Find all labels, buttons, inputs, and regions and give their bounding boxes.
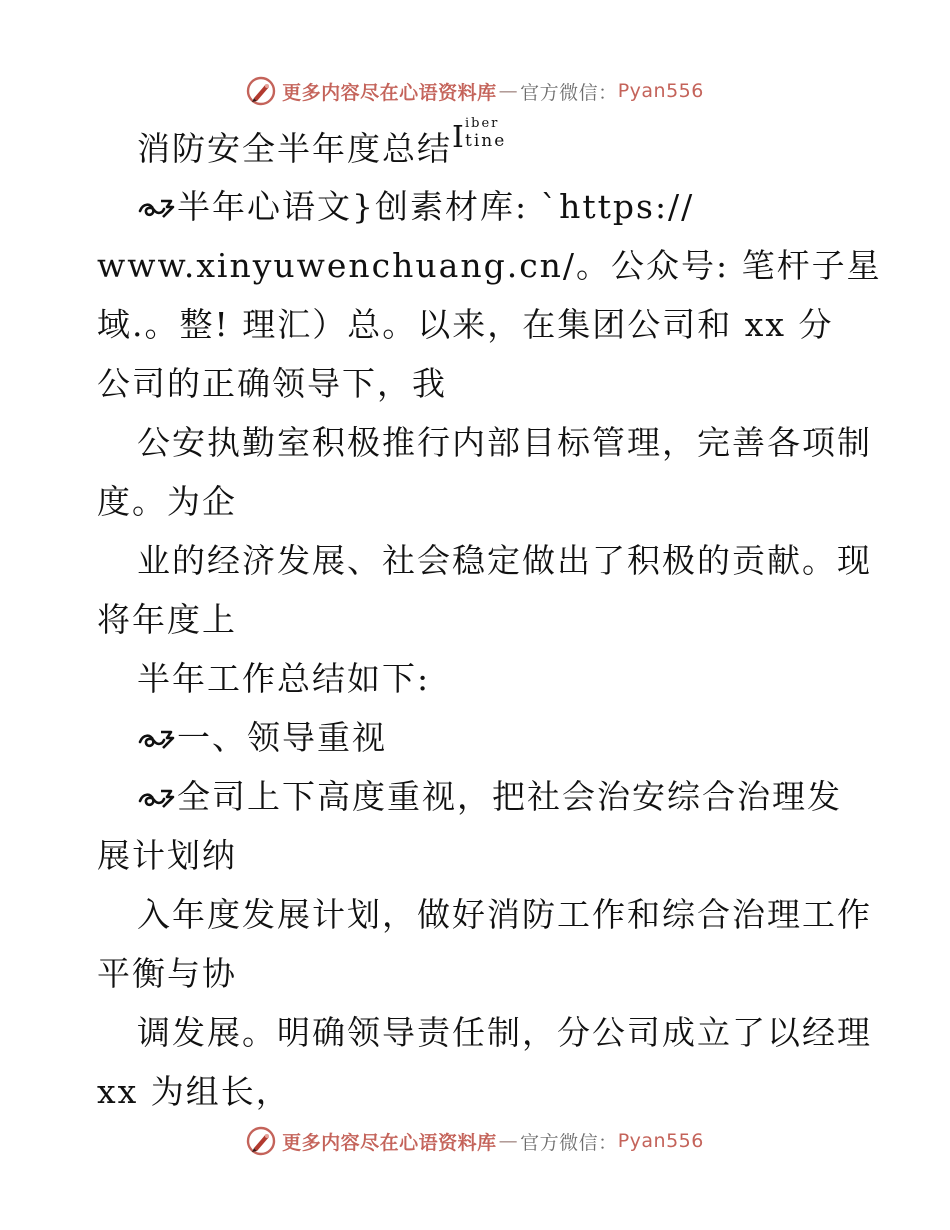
paragraph-line: [97, 531, 872, 590]
flourish-icon: [137, 785, 175, 811]
banner-wechat-id: Pyan556: [617, 80, 704, 102]
document-title-line: [97, 118, 857, 177]
flourish-icon: [137, 726, 175, 752]
document-title: 消防安全半年度总结: [137, 129, 452, 168]
title-mark-big: I: [452, 120, 466, 155]
text-line: 全司上下高度重视，把社会治安综合治理发: [177, 777, 842, 816]
text-line: 平衡与协: [97, 954, 237, 993]
text-line: 入年度发展计划，做好消防工作和综合治理工作: [137, 895, 872, 934]
text-line: 半年心语文}创素材库: `https://: [177, 187, 695, 226]
title-mark-sub: tine: [465, 131, 507, 151]
section-heading: 一、领导重视: [177, 718, 387, 757]
text-line: www.xinyuwenchuang.cn/。公众号: 笔杆子星: [97, 246, 882, 285]
text-line: xx 为组长，: [97, 1072, 291, 1111]
paragraph-line: [97, 1062, 857, 1121]
title-mark: [452, 116, 507, 158]
pen-logo-icon: [246, 76, 276, 106]
text-line: 公安执勤室积极推行内部目标管理，完善各项制: [137, 423, 872, 462]
paragraph-line: [97, 295, 857, 354]
banner-dash: —: [498, 1130, 519, 1152]
text-line: 业的经济发展、社会稳定做出了积极的贡献。现: [137, 541, 872, 580]
paragraph-line: [97, 472, 857, 531]
paragraph-line: [97, 767, 857, 826]
text-line: 展计划纳: [97, 836, 237, 875]
paragraph-line: [97, 1003, 872, 1062]
section-heading-line: [97, 708, 857, 767]
text-line: 调发展。明确领导责任制，分公司成立了以经理: [137, 1013, 872, 1052]
text-line: 公司的正确领导下，我: [97, 364, 447, 403]
pen-logo-icon: [246, 1126, 276, 1156]
banner-wechat-id: Pyan556: [617, 1130, 704, 1152]
header-banner: [0, 71, 950, 111]
paragraph-line: [97, 590, 857, 649]
paragraph-line: [97, 354, 857, 413]
flourish-icon: [137, 195, 175, 221]
document-body: [97, 116, 882, 1121]
text-line: 域.。整! 理汇）总。以来，在集团公司和 xx 分: [97, 305, 834, 344]
text-line: 将年度上: [97, 600, 237, 639]
paragraph-line: [97, 177, 857, 236]
text-line: 度。为企: [97, 482, 237, 521]
banner-wechat-label: 官方微信：: [520, 81, 618, 104]
paragraph-line: [97, 826, 857, 885]
banner-dash: —: [498, 80, 519, 102]
banner-brand: 更多内容尽在心语资料库: [282, 1131, 497, 1154]
paragraph-line: [97, 885, 872, 944]
paragraph-line: [97, 649, 857, 708]
paragraph-line: [97, 944, 857, 1003]
banner-brand: 更多内容尽在心语资料库: [282, 81, 497, 104]
paragraph-line: [97, 236, 882, 295]
banner-wechat-label: 官方微信：: [520, 1131, 618, 1154]
title-mark-sup: iber: [465, 116, 500, 131]
paragraph-line: [97, 413, 872, 472]
text-line: 半年工作总结如下:: [137, 659, 431, 698]
footer-banner: [0, 1121, 950, 1161]
